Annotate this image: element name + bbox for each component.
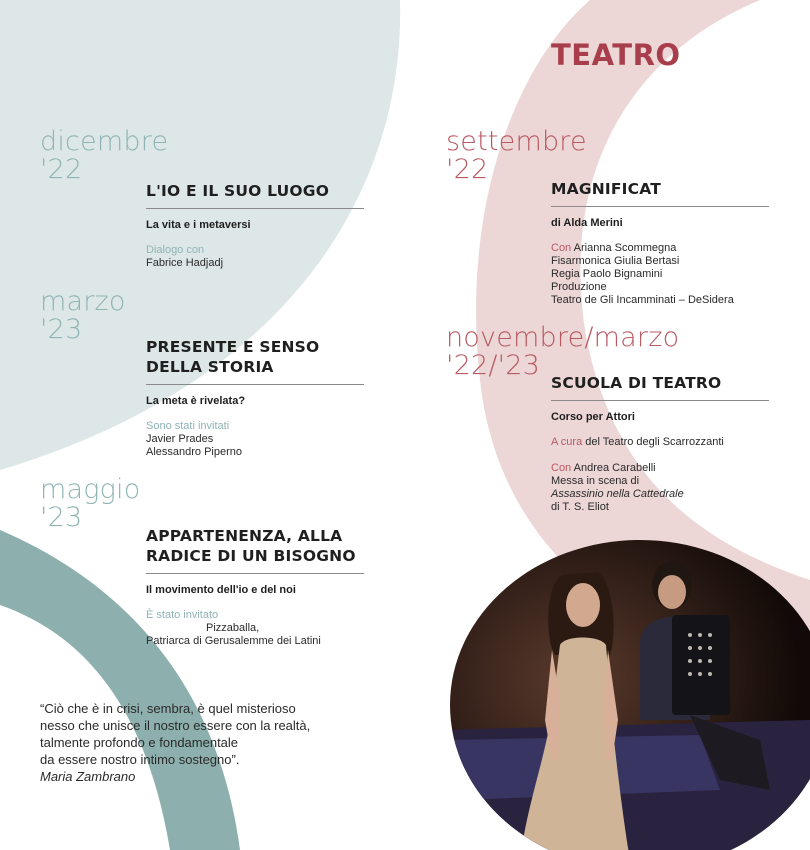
credit-line: Fisarmonica Giulia Bertasi — [551, 255, 680, 267]
event-month: maggio — [40, 474, 141, 505]
divider — [146, 208, 364, 209]
curated-row — [551, 436, 769, 449]
quote-author-name: Maria Zambrano — [40, 769, 136, 784]
event-title: L'IO E IL SUO LUOGO — [146, 182, 330, 200]
credit-name: Patriarca di Gerusalemme dei Latini — [146, 635, 321, 647]
event-block — [146, 526, 364, 648]
event-month: marzo — [40, 286, 126, 317]
credit-label: Dialogo con — [146, 244, 205, 256]
stage-photo — [440, 530, 810, 850]
divider — [146, 384, 364, 385]
event-date-maggio — [40, 476, 140, 532]
event-year: '23 — [40, 502, 83, 533]
event-date-novembre-marzo — [446, 324, 679, 380]
credit-line: Regia Paolo Bignamini — [551, 268, 663, 280]
event-subtitle: La vita e i metaversi — [146, 219, 251, 231]
event-title: PRESENTE E SENSO — [146, 338, 320, 356]
section-title: TEATRO — [551, 38, 681, 72]
event-year: '22 — [446, 154, 489, 185]
event-year: '22/'23 — [446, 350, 541, 381]
event-month: novembre/marzo — [446, 322, 680, 353]
event-date-marzo — [40, 288, 126, 344]
event-year: '23 — [40, 314, 83, 345]
quote-line: talmente profondo e fondamentale — [40, 735, 239, 750]
credit-name: Arianna Scommegna — [573, 242, 677, 254]
curated-text: del Teatro degli Scarrozzanti — [585, 436, 724, 448]
event-title: MAGNIFICAT — [551, 180, 661, 198]
credit-label: Con — [551, 462, 572, 474]
quote-line: da essere nostro intimo sostegno”. — [40, 752, 240, 767]
event-subtitle: La meta è rivelata? — [146, 395, 246, 407]
event-subtitle: di Alda Merini — [551, 217, 623, 229]
event-date-dicembre — [40, 128, 168, 184]
credit-label: Con — [551, 242, 572, 254]
divider — [146, 573, 364, 574]
quote-block — [40, 700, 370, 785]
event-year: '22 — [40, 154, 83, 185]
credit-line: Produzione — [551, 281, 607, 293]
event-block — [146, 181, 364, 270]
play-title: Assassinio nella Cattedrale — [551, 488, 684, 500]
credit-line: di T. S. Eliot — [551, 501, 609, 513]
event-title-line2: RADICE DI UN BISOGNO — [146, 547, 356, 565]
event-block — [551, 179, 769, 307]
credit-name: Pizzaballa, — [206, 622, 260, 634]
credit-row — [551, 242, 769, 255]
credit-label: Sono stati invitati — [146, 420, 230, 432]
event-block — [551, 373, 769, 514]
event-month: settembre — [446, 126, 587, 157]
event-title: APPARTENENZA, ALLA — [146, 527, 343, 545]
event-title: SCUOLA DI TEATRO — [551, 374, 722, 392]
credit-row — [551, 462, 769, 475]
curated-label: A cura — [551, 436, 583, 448]
event-date-settembre — [446, 128, 587, 184]
credit-line: Teatro de Gli Incamminati – DeSidera — [551, 294, 734, 306]
credit-name: Andrea Carabelli — [573, 462, 656, 474]
quote-line: “Ciò che è in crisi, sembra, è quel misterioso — [40, 701, 296, 716]
credit-label: È stato invitato — [146, 609, 219, 621]
credit-name: Javier Prades — [146, 433, 214, 445]
event-subtitle: Il movimento dell'io e del noi — [146, 584, 296, 596]
event-title-line2: DELLA STORIA — [146, 358, 274, 376]
divider — [551, 400, 769, 401]
event-subtitle: Corso per Attori — [551, 411, 635, 423]
credit-name: Fabrice Hadjadj — [146, 257, 224, 269]
event-month: dicembre — [40, 126, 169, 157]
quote-author — [40, 768, 370, 785]
credit-name: Alessandro Piperno — [146, 446, 243, 458]
credit-line: Messa in scena di — [551, 475, 640, 487]
divider — [551, 206, 769, 207]
quote-line: nesso che unisce il nostro essere con la realtà, — [40, 718, 311, 733]
event-block — [146, 337, 364, 459]
